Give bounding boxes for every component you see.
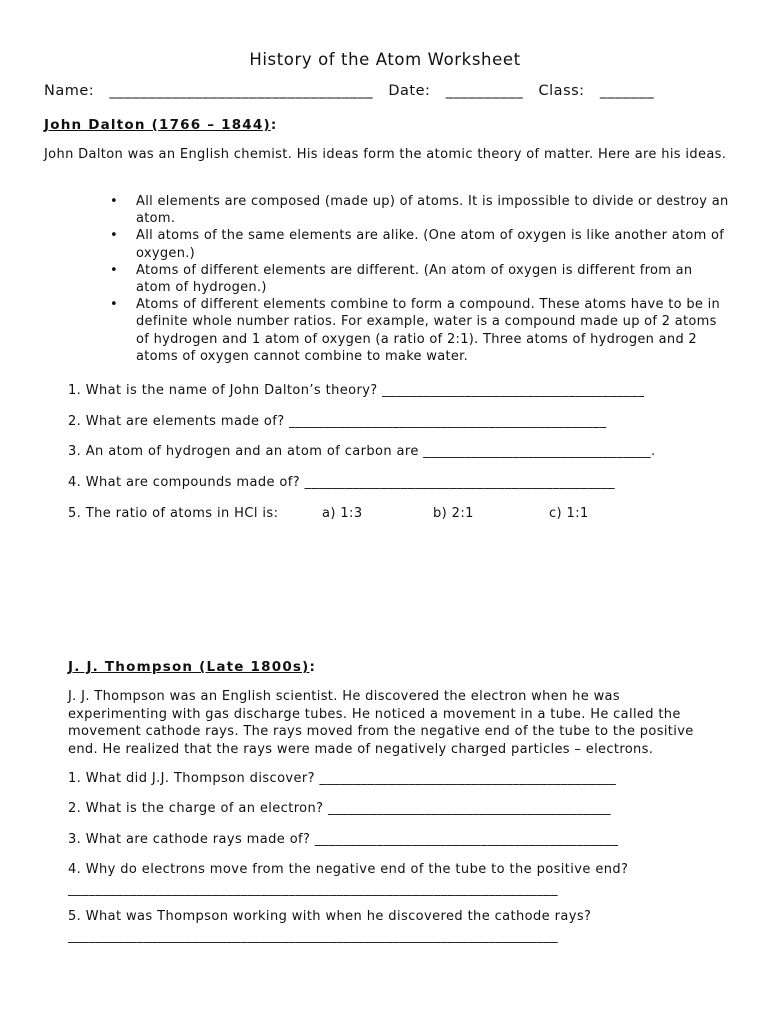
thompson-heading-colon: :	[309, 659, 317, 675]
dalton-question-4	[68, 475, 738, 490]
question-text: 2. What are elements made of?	[68, 414, 290, 429]
dalton-question-5	[68, 506, 738, 521]
date-label: Date:	[388, 83, 431, 99]
dalton-heading-colon: :	[270, 117, 278, 133]
dalton-question-2	[68, 414, 738, 429]
answer-blank[interactable]: _________________________________.	[423, 444, 656, 459]
answer-blank[interactable]: ______________________________________________	[289, 414, 607, 429]
question-text: 2. What is the charge of an electron?	[68, 801, 328, 816]
choice-b[interactable]: b) 2:1	[433, 506, 474, 521]
student-info-line	[44, 83, 724, 99]
question-text: 4. What are compounds made of?	[68, 475, 305, 490]
dalton-heading-text: John Dalton (1766 – 1844)	[44, 117, 271, 133]
question-text: 1. What did J.J. Thompson discover?	[68, 771, 320, 786]
answer-blank[interactable]: _______________________________________________________________________	[68, 882, 558, 897]
answer-blank[interactable]: _______________________________________________________________________	[68, 929, 558, 944]
dalton-question-3	[68, 444, 738, 459]
list-item: • Atoms of different elements are different. (An atom of oxygen is different from an atom of hydrogen.)	[110, 262, 730, 296]
thompson-question-3	[68, 832, 738, 847]
thompson-question-1	[68, 771, 738, 786]
question-text: 5. What was Thompson working with when he discovered the cathode rays?	[68, 909, 592, 924]
choice-c[interactable]: c) 1:1	[549, 506, 589, 521]
class-field[interactable]: _______	[599, 83, 655, 99]
answer-blank[interactable]: ______________________________________	[382, 383, 645, 398]
thompson-heading	[68, 659, 316, 675]
list-item: • All atoms of the same elements are alike. (One atom of oxygen is like another atom of oxygen.)	[110, 227, 730, 261]
choice-a[interactable]: a) 1:3	[322, 506, 363, 521]
thompson-intro: J. J. Thompson was an English scientist. He discovered the electron when he was experimenting with gas discharge tubes. He noticed a movement in a tube. He called the movement cathode rays. The rays moved from the negative end of the tube to the positive end. He realized that the rays were made of negatively charged particles – electrons.	[68, 689, 694, 757]
date-field[interactable]: __________	[445, 83, 524, 99]
thompson-heading-text: J. J. Thompson (Late 1800s)	[68, 659, 310, 675]
list-item: • Atoms of different elements combine to form a compound. These atoms have to be in definite whole number ratios. For example, water is a compound made up of 2 atoms of hydrogen and 1 atom of oxygen (a ratio of 2:1). Three atoms of hydrogen and 2 atoms of oxygen cannot combine to make water.	[110, 296, 730, 365]
class-label: Class:	[538, 83, 585, 99]
question-text: 5. The ratio of atoms in HCl is:	[68, 506, 279, 521]
dalton-ideas-list	[110, 193, 730, 365]
question-text: 3. What are cathode rays made of?	[68, 832, 315, 847]
list-item: • All elements are composed (made up) of atoms. It is impossible to divide or destroy an atom.	[110, 193, 730, 227]
answer-blank[interactable]: _____________________________________________	[304, 475, 616, 490]
answer-blank[interactable]: ____________________________________________	[314, 832, 619, 847]
thompson-question-2	[68, 801, 738, 816]
page-title: History of the Atom Worksheet	[249, 50, 521, 69]
answer-blank[interactable]: ___________________________________________	[319, 771, 617, 786]
answer-blank[interactable]: _________________________________________	[328, 801, 611, 816]
question-text: 1. What is the name of John Dalton’s theory?	[68, 383, 383, 398]
dalton-heading	[44, 117, 277, 133]
thompson-question-5	[68, 907, 738, 947]
dalton-intro: John Dalton was an English chemist. His ideas form the atomic theory of matter. Here are his ideas.	[44, 147, 727, 162]
thompson-question-4	[68, 860, 738, 900]
name-label: Name:	[44, 83, 95, 99]
question-text: 3. An atom of hydrogen and an atom of carbon are	[68, 444, 424, 459]
question-text: 4. Why do electrons move from the negative end of the tube to the positive end?	[68, 862, 629, 877]
dalton-question-1	[68, 383, 738, 398]
name-field[interactable]: __________________________________	[109, 83, 373, 99]
